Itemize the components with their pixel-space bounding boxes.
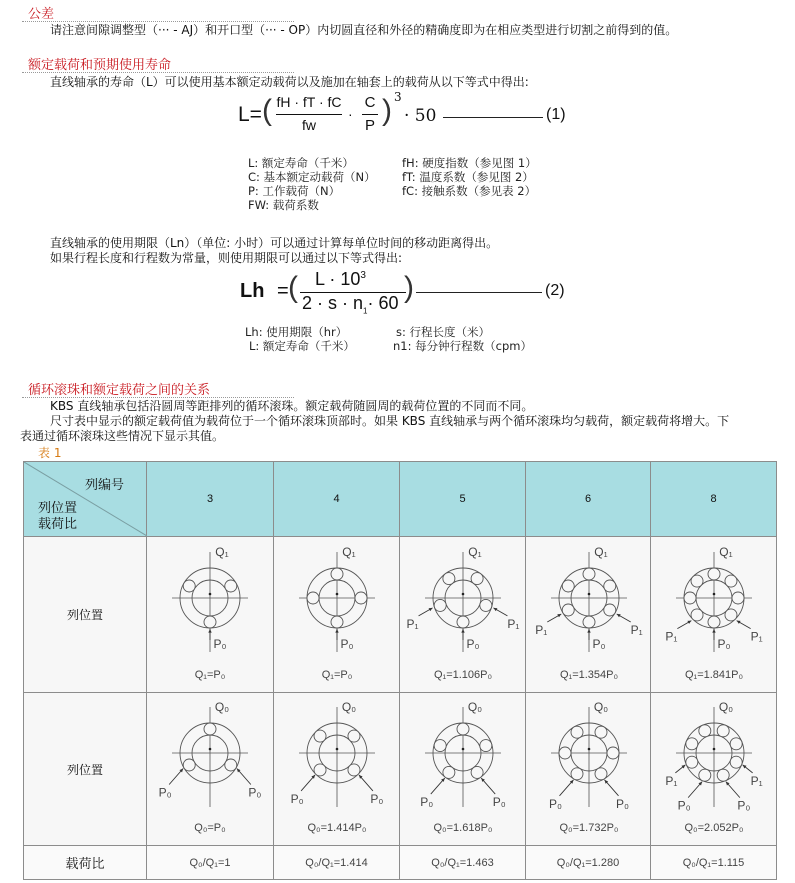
ball (457, 616, 469, 628)
table-1 (23, 461, 777, 880)
divider (22, 21, 294, 22)
bearing-diagram (147, 540, 273, 690)
rated-load-intro: 直线轴承的寿命（L）可以使用基本额定动载荷以及施加在轴套上的载荷从以下等式中得出: (50, 75, 529, 89)
load-label-p1: P₁ (406, 616, 419, 631)
ball (204, 723, 216, 735)
formula-2-eq: = (277, 280, 289, 302)
center-dot (713, 748, 716, 751)
section-title-balls: 循环滚珠和额定载荷之间的关系 (28, 383, 211, 398)
section-title-rated-load: 额定载荷和预期使用寿命 (28, 58, 172, 73)
ball (583, 616, 595, 628)
ball (725, 608, 737, 620)
formula-2-label: (2) (545, 282, 565, 299)
diagram-cell (651, 537, 777, 693)
ball (331, 616, 343, 628)
ball (604, 604, 616, 616)
service-life-text: 直线轴承的使用期限（Ln）（单位: 小时）可以通过计算每单位时间的移动距离得出。 (50, 236, 499, 250)
legend-2-left (245, 325, 355, 353)
diagram-caption: Q₁=1.354P₀ (559, 668, 619, 681)
balls-text-1: KBS 直线轴承包括沿圆周等距排列的循环滚珠。额定载荷随圆周的载荷位置的不同而不同。 (50, 399, 534, 413)
formula-1 (238, 92, 578, 142)
load-label-p0: P₀ (158, 785, 172, 800)
load-label-p0: P₀ (213, 636, 227, 651)
formula-2-den-tail: · 60 (367, 293, 399, 313)
divider (22, 72, 294, 73)
corner-bottom-label (38, 500, 77, 532)
balls-text-3: 表通过循环滚珠这些情况下显示其值。 (20, 429, 225, 443)
ball (314, 730, 326, 742)
corner-cell (24, 462, 147, 537)
ball (699, 769, 711, 781)
center-dot (588, 748, 591, 751)
load-label-p1: P₁ (507, 616, 520, 631)
corner-label-position: 列位置 (38, 500, 78, 515)
formula-1-c: C (364, 94, 376, 111)
diagram-cell (400, 693, 526, 846)
ball (583, 568, 595, 580)
ball (443, 572, 455, 584)
load-label-p1: P₁ (535, 622, 548, 637)
legend-item: P: 工作载荷（N） (248, 184, 341, 198)
top-load-label: Q₀ (341, 700, 357, 714)
ball (595, 726, 607, 738)
ball (434, 599, 446, 611)
top-load-label: Q₀ (593, 700, 609, 714)
ball (443, 766, 455, 778)
ball (607, 747, 619, 759)
legend-item: n1: 每分钟行程数（cpm） (393, 339, 532, 353)
load-label-p0: P₀ (492, 795, 506, 810)
ball (725, 575, 737, 587)
legend-item: fC: 接触系数（参见表 2） (402, 184, 537, 198)
paren-close: ) (404, 271, 414, 304)
diagram-cell (147, 693, 274, 846)
column-header: 6 (526, 462, 651, 537)
formula-2 (240, 266, 580, 318)
legend-item: fT: 温度系数（参见图 2） (402, 170, 534, 184)
load-label-p1: P₁ (665, 773, 678, 788)
corner-top-label: 列编号 (84, 477, 124, 492)
fraction-bar (362, 114, 378, 115)
center-dot (336, 592, 339, 595)
paren-open: ( (288, 271, 298, 304)
table-header-row (24, 462, 777, 537)
top-load-label: Q₁ (215, 544, 229, 559)
section-title-tolerance: 公差 (28, 7, 55, 22)
load-label-p0: P₀ (466, 636, 480, 651)
row-label: 列位置 (24, 537, 147, 693)
ball (225, 759, 237, 771)
ball (204, 616, 216, 628)
ball (717, 725, 729, 737)
ball (355, 592, 367, 604)
ball (434, 740, 446, 752)
ball (471, 572, 483, 584)
diagram-cell (651, 693, 777, 846)
legend-item: L: 额定寿命（千米） (249, 339, 355, 353)
ball (331, 568, 343, 580)
diagram-caption: Q₁=P₀ (321, 668, 353, 681)
center-dot (588, 592, 591, 595)
top-load-label: Q₀ (214, 700, 230, 714)
ball (595, 768, 607, 780)
ball (686, 738, 698, 750)
ball (471, 766, 483, 778)
diagram-caption: Q₀=2.052P₀ (684, 822, 744, 834)
ball (730, 738, 742, 750)
column-header: 8 (651, 462, 777, 537)
ball (691, 608, 703, 620)
table-caption: 表 1 (38, 446, 62, 460)
top-load-label: Q₁ (594, 544, 608, 559)
ratio-cell: Q₀/Q₁=1.115 (651, 846, 777, 880)
load-label-p1: P₁ (665, 629, 678, 644)
formula-1-numerator: fH · fT · fC (276, 94, 342, 110)
ball (225, 580, 237, 592)
leader-line (443, 117, 543, 118)
bearing-diagram (274, 695, 400, 843)
legend-1-left (248, 156, 376, 212)
diagram-cell (147, 537, 274, 693)
ball (686, 756, 698, 768)
legend-1-right (402, 156, 537, 198)
ball (348, 730, 360, 742)
formula-2-num-text: L · 10 (315, 269, 361, 289)
center-dot (713, 592, 716, 595)
load-label-p0: P₀ (616, 796, 629, 811)
table-row-position-1 (24, 537, 777, 693)
legend-item: Lh: 使用期限（hr） (245, 325, 348, 339)
ball (307, 592, 319, 604)
top-load-label: Q₀ (718, 700, 734, 714)
load-label-p0: P₀ (290, 791, 304, 806)
arrow-head (712, 629, 715, 633)
diagram-cell (274, 693, 400, 846)
arrow-head (208, 629, 211, 633)
ball (717, 769, 729, 781)
row-label: 载荷比 (24, 846, 147, 880)
service-life-text-2: 如果行程长度和行程数为常量，则使用期限可以通过以下等式得出: (50, 251, 403, 265)
center-dot (209, 592, 212, 595)
ball (691, 575, 703, 587)
balls-text-2: 尺寸表中显示的额定载荷值为载荷位于一个循环滚珠顶部时。如果 KBS 直线轴承与两个循环滚珠均匀载荷，额定载荷将增大。下 (50, 414, 730, 428)
formula-1-label: (1) (546, 106, 566, 123)
ball (708, 616, 720, 628)
dot: · (348, 106, 353, 122)
load-label-p0: P₀ (677, 798, 691, 813)
top-load-label: Q₁ (342, 544, 356, 559)
top-load-label: Q₁ (719, 544, 733, 559)
legend-item: s: 行程长度（米） (396, 325, 491, 339)
load-label-p1: P₁ (630, 622, 643, 637)
ball (732, 592, 744, 604)
formula-2-numerator (315, 269, 366, 290)
formula-2-num-exp: 3 (360, 270, 366, 281)
ball (730, 756, 742, 768)
ball (183, 759, 195, 771)
diagram-cell (274, 537, 400, 693)
column-header: 3 (147, 462, 274, 537)
paren-open: ( (262, 94, 272, 127)
tolerance-text: 请注意间隙调整型（··· - AJ）和开口型（··· - OP）内切圆直径和外径的精确度即为在相应类型进行切割之前得到的值。 (50, 23, 678, 37)
top-load-label: Q₀ (467, 700, 483, 714)
ball (183, 580, 195, 592)
corner-label-ratio: 载荷比 (38, 516, 78, 531)
diagram-cell (526, 537, 651, 693)
ball (684, 592, 696, 604)
ball (480, 740, 492, 752)
table-row-load-ratio (24, 846, 777, 880)
legend-item: FW: 载荷系数 (248, 198, 319, 212)
arrow-head (461, 629, 464, 633)
center-dot (336, 748, 339, 751)
arrow-head (335, 629, 338, 633)
table-row-position-2 (24, 693, 777, 846)
top-load-label: Q₁ (468, 544, 482, 559)
formula-1-exponent: 3 (394, 90, 402, 104)
diagram-caption: Q₁=P₀ (194, 668, 226, 681)
ball (571, 726, 583, 738)
bearing-diagram (400, 695, 526, 843)
bearing-diagram (147, 695, 273, 843)
column-header: 5 (400, 462, 526, 537)
bearing-diagram (651, 695, 777, 843)
load-label-p1: P₁ (750, 629, 763, 644)
load-label-p0: P₀ (717, 636, 731, 651)
bearing-diagram (526, 540, 652, 690)
diagram-caption: Q₀=1.414P₀ (307, 822, 367, 834)
diagram-caption: Q₁=1.841P₀ (684, 668, 744, 681)
ratio-cell: Q₀/Q₁=1 (147, 846, 274, 880)
bearing-diagram (526, 695, 652, 843)
ball (699, 725, 711, 737)
formula-1-denominator: fw (302, 117, 316, 133)
ratio-cell: Q₀/Q₁=1.463 (400, 846, 526, 880)
ball (604, 580, 616, 592)
load-label-p1: P₁ (750, 773, 763, 788)
ball (457, 723, 469, 735)
ball (571, 768, 583, 780)
ball (708, 568, 720, 580)
paren-close: ) (382, 94, 392, 127)
load-label-p0: P₀ (737, 798, 751, 813)
ratio-cell: Q₀/Q₁=1.280 (526, 846, 651, 880)
ball (348, 764, 360, 776)
center-dot (462, 592, 465, 595)
load-label-p0: P₀ (549, 796, 562, 811)
ball (562, 580, 574, 592)
fraction-bar (276, 114, 342, 115)
load-label-p0: P₀ (370, 791, 384, 806)
diagram-cell (400, 537, 526, 693)
formula-1-tail: · 50 (404, 106, 437, 126)
diagram-caption: Q₀=1.732P₀ (559, 822, 619, 834)
diagram-caption: Q₁=1.106P₀ (433, 668, 493, 681)
row-label: 列位置 (24, 693, 147, 846)
bearing-diagram (651, 540, 777, 690)
ratio-cell: Q₀/Q₁=1.414 (274, 846, 400, 880)
ball (480, 599, 492, 611)
diagram-cell (526, 693, 651, 846)
formula-2-denominator (302, 293, 399, 316)
legend-item: fH: 硬度指数（参见图 1） (402, 156, 537, 170)
formula-1-lhs: L= (238, 103, 262, 126)
legend-item: L: 额定寿命（千米） (248, 156, 354, 170)
leader-line (416, 292, 542, 293)
divider (22, 397, 294, 398)
formula-2-den-text: 2 · s · n (302, 293, 364, 313)
formula-2-den-sub: 1 (363, 306, 368, 316)
legend-2-right (393, 325, 532, 353)
column-header: 4 (274, 462, 400, 537)
diagram-caption: Q₀=1.618P₀ (433, 822, 493, 834)
center-dot (209, 748, 212, 751)
formula-1-p: P (364, 117, 375, 134)
bearing-diagram (400, 540, 526, 690)
legend-item: C: 基本额定动载荷（N） (248, 170, 376, 184)
load-label-p0: P₀ (248, 785, 262, 800)
bearing-diagram (274, 540, 400, 690)
ball (314, 764, 326, 776)
center-dot (462, 748, 465, 751)
load-label-p0: P₀ (340, 636, 354, 651)
arrow-head (587, 629, 590, 633)
diagram-caption: Q₀=P₀ (194, 822, 226, 834)
formula-2-lhs: Lh (240, 280, 265, 302)
load-label-p0: P₀ (420, 795, 434, 810)
ball (562, 604, 574, 616)
load-label-p0: P₀ (592, 636, 606, 651)
ball (559, 747, 571, 759)
